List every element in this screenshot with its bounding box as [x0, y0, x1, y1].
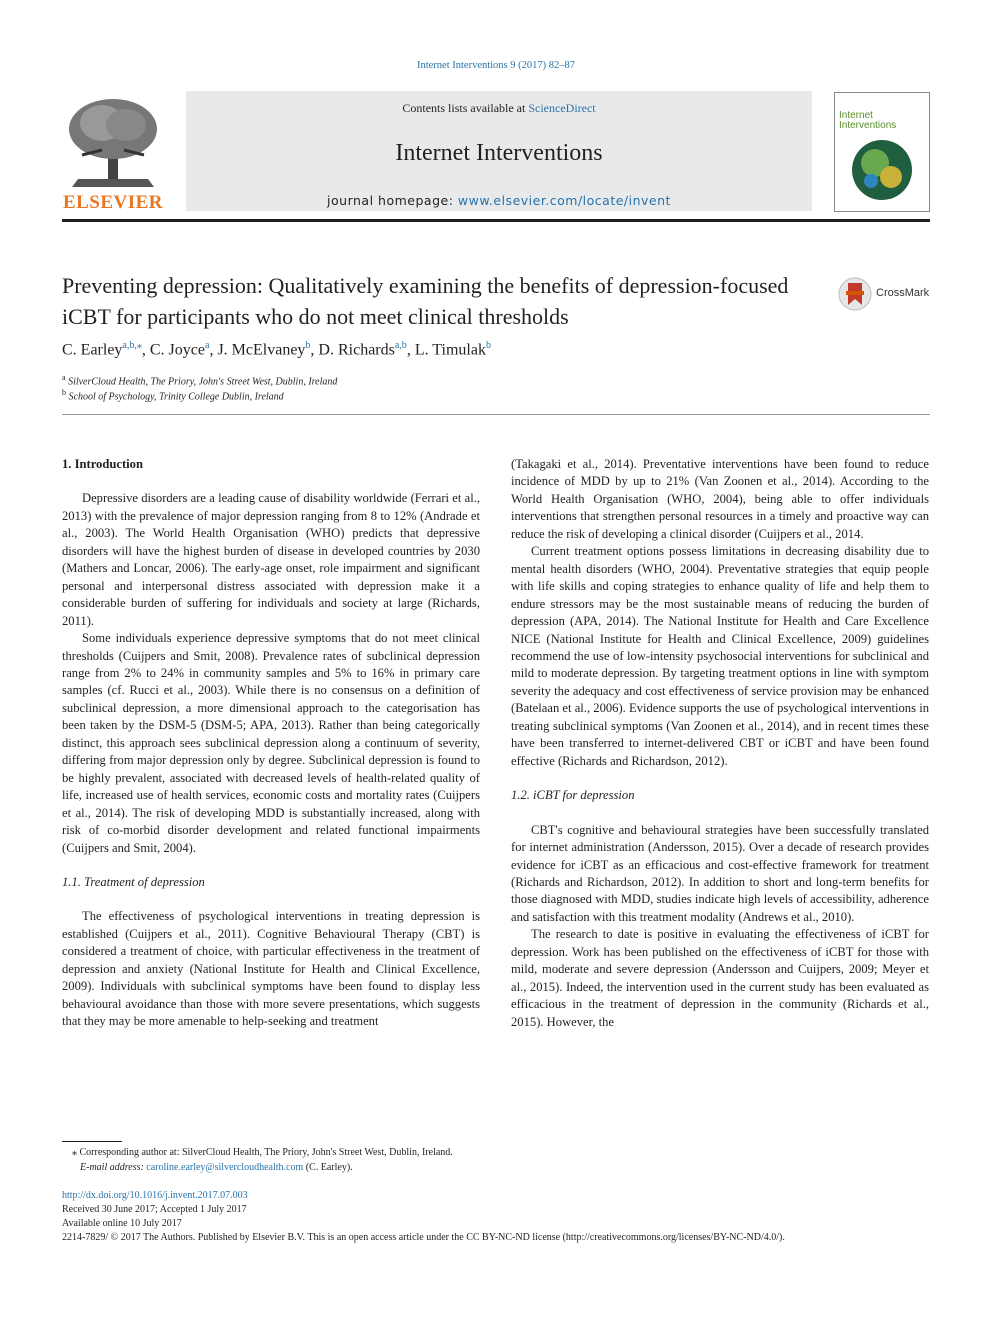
- homepage-link[interactable]: www.elsevier.com/locate/invent: [457, 193, 671, 208]
- author-sup[interactable]: a,b,⁎: [122, 340, 142, 351]
- author: C. Earley: [62, 341, 123, 359]
- journal-citation[interactable]: Internet Interventions 9 (2017) 82–87: [416, 60, 576, 71]
- paragraph: The effectiveness of psychological interventions in treating depression is established (Cuijpers et al., 2011). Cognitive Behavioural Therapy (CBT) is considered a treatment of choice, with particular effectiveness in the treatment of depression and anxiety (National Institute for Health and Clinical Excellence, 2009). Individuals with subclinical symptoms have been found to display less behavioural avoidance than those with more severe presentations, which suggests that they may be more amenable to help-seeking and treatment: [62, 909, 480, 1029]
- journal-cover[interactable]: [834, 92, 930, 212]
- affiliation-text: School of Psychology, Trinity College Dublin, Ireland: [68, 391, 284, 403]
- sciencedirect-link[interactable]: ScienceDirect: [528, 101, 596, 115]
- paragraph: Current treatment options possess limitations in decreasing disability due to mental health disorders (WHO, 2004). Preventative strategies that equip people with life skills and coping strategies to enhance quality of life and help them to endure stressors may be the most sustainable means of reducing the burden of depression (APA, 2014). The National Institute for Health and Care Excellence NICE (National Institute for Health and Clinical Excellence, 2009) guidelines recommend the use of low-intensity psychosocial interventions for subclinical and mild to moderate depression. By targeting treatment options in line with symptom severity the adequacy and cost effectiveness of service provision may be enhanced (Batelaan et al., 2006). Evidence supports the use of psychological interventions in treating subclinical symptoms (Van Zoonen et al., 2014), and in recent times these have been transferred to internet-delivered CBT or iCBT and have been found effective (Richards and Richardson, 2012).: [511, 544, 929, 768]
- subsection-heading: 1.2. iCBT for depression: [511, 788, 635, 803]
- doi-link[interactable]: http://dx.doi.org/10.1016/j.invent.2017.07.003: [62, 1190, 248, 1201]
- right-column: [511, 456, 929, 1031]
- authors-rule: [62, 414, 930, 415]
- email-suffix: (C. Earley).: [303, 1162, 353, 1173]
- author: C. Joyce: [149, 341, 205, 359]
- footnote-rule: [62, 1141, 122, 1142]
- author-list: C. Earley$^{a,b,⁎}$, C. Joyce$^a$, J. McElvaney$^b$, D. Richards$^{a,b}$, L. Timulak$^b$: [62, 340, 491, 359]
- corresponding-author-note: ⁎ Corresponding author at: SilverCloud Health, The Priory, John's Street West, Dublin, Ireland.: [72, 1147, 453, 1158]
- paragraph: The research to date is positive in evaluating the effectiveness of iCBT for depression. Work has been published on the effectiveness of iCBT for those with mild, moderate and severe depression (Andersson and Cuijpers, 2009; Meyer et al., 2015). Indeed, the intervention used in the current study has been evaluated as efficacious in the treatment of depression in the community (Richards et al., 2015). However, the: [511, 927, 929, 1029]
- author-sup[interactable]: b: [485, 340, 491, 351]
- paragraph: Some individuals experience depressive symptoms that do not meet clinical thresholds (Cuijpers and Smit, 2008). Prevalence rates of subclinical depression range from 2% to 24% in community samples and 5% to 16% in primary care samples (cf. Rucci et al., 2003). While there is no consensus on a definition of subclinical depression, a more dimensional approach to the categorisation has been taken by the DSM-5 (DSM-5; APA, 2013). Rather than being categorically distinct, this approach sees subclinical depression along a continuum of severity, differing from major depression only by degree. Subclinical depression is found to be highly prevalent, associated with decreased levels of health-related quality of life, increased use of health services, economic costs and mortality rates (Cuijpers et al., 2014). The risk of developing MDD is substantially increased, along with risk of co-morbid disorder development and related functional impairments (Cuijpers and Smit, 2004).: [62, 631, 480, 855]
- crossmark-badge[interactable]: [838, 277, 938, 311]
- license-statement: 2214-7829/ © 2017 The Authors. Published by Elsevier B.V. This is an open access article under the CC BY-NC-ND license (http://creativecommons.org/licenses/BY-NC-ND/4.0/).: [62, 1232, 785, 1243]
- cover-globe-image: [849, 137, 915, 203]
- contents-prefix: Contents lists available at: [402, 101, 529, 115]
- journal-title: Internet Interventions: [395, 140, 603, 166]
- email-link[interactable]: caroline.earley@silvercloudhealth.com: [146, 1162, 304, 1173]
- paragraph: (Takagaki et al., 2014). Preventative interventions have been found to reduce incidence of MDD by up to 21% (Van Zoonen et al., 2014). According to the World Health Organisation (WHO, 2004), being able to offer individuals interventions that strengthen personal resources in a timely and proactive way can reduce the risk of developing a clinical disorder (Cuijpers et al., 2014.: [511, 457, 929, 541]
- homepage-line: [186, 193, 812, 208]
- paragraph: Depressive disorders are a leading cause of disability worldwide (Ferrari et al., 2013) with the prevalence of major depression ranging from 8 to 12% (Andrade et al., 2003). The World Health Organisation (WHO) predicts that depressive disorders will have the highest burden of disease in developed countries by 2030 (Mathers and Loncar, 2006). The early-age onset, role impairment and significant personal and interpersonal distress associated with depression make it a considerable burden of suffering for individuals and society at large (Richards, 2011).: [62, 491, 480, 628]
- cover-title-line1: Internet: [839, 110, 873, 121]
- author-sup[interactable]: a,b: [394, 340, 407, 351]
- contents-line: [186, 101, 812, 116]
- available-online: Available online 10 July 2017: [62, 1218, 182, 1229]
- author: J. McElvaney: [217, 341, 306, 359]
- header-rule: [62, 219, 930, 222]
- email-label: E-mail address:: [80, 1162, 147, 1173]
- paragraph: CBT's cognitive and behavioural strategies have been successfully translated for internet administration (Andersson, 2015). Over a decade of research provides evidence for iCBT as an efficacious and cost-effective framework for treatment (Richards and Richardson, 2012). In addition to short and long-term benefits for those diagnosed with MDD, studies indicate high levels of accessibility, adherence and satisfaction with this treatment modality (Andrews et al., 2010).: [511, 822, 929, 924]
- crossmark-label: CrossMark: [876, 287, 930, 299]
- crossmark-icon: [838, 277, 872, 311]
- author-sup[interactable]: a: [204, 340, 210, 351]
- affiliation-a: [62, 373, 337, 387]
- homepage-prefix: journal homepage:: [327, 193, 458, 208]
- author-sup[interactable]: b: [305, 340, 311, 351]
- subsection-heading: 1.1. Treatment of depression: [62, 874, 205, 889]
- elsevier-logo-text[interactable]: ELSEVIER: [62, 192, 164, 213]
- cover-title-line2: Interventions: [839, 120, 897, 131]
- left-column: [62, 456, 480, 1031]
- affiliation-b: [62, 388, 284, 402]
- article-meta: [62, 1189, 785, 1245]
- author: D. Richards: [318, 341, 395, 359]
- affiliation-text: SilverCloud Health, The Priory, John's Street West, Dublin, Ireland: [68, 376, 338, 388]
- affiliation-sup: a: [62, 373, 66, 382]
- section-heading: 1. Introduction: [62, 457, 143, 471]
- email-note: [80, 1162, 353, 1173]
- received-dates: Received 30 June 2017; Accepted 1 July 2017: [62, 1204, 247, 1215]
- article-title: Preventing depression: Qualitatively examining the benefits of depression-focused iCBT for participants who do not meet clinical thresholds: [62, 273, 789, 329]
- author: L. Timulak: [414, 341, 486, 359]
- affiliation-sup: b: [62, 388, 66, 397]
